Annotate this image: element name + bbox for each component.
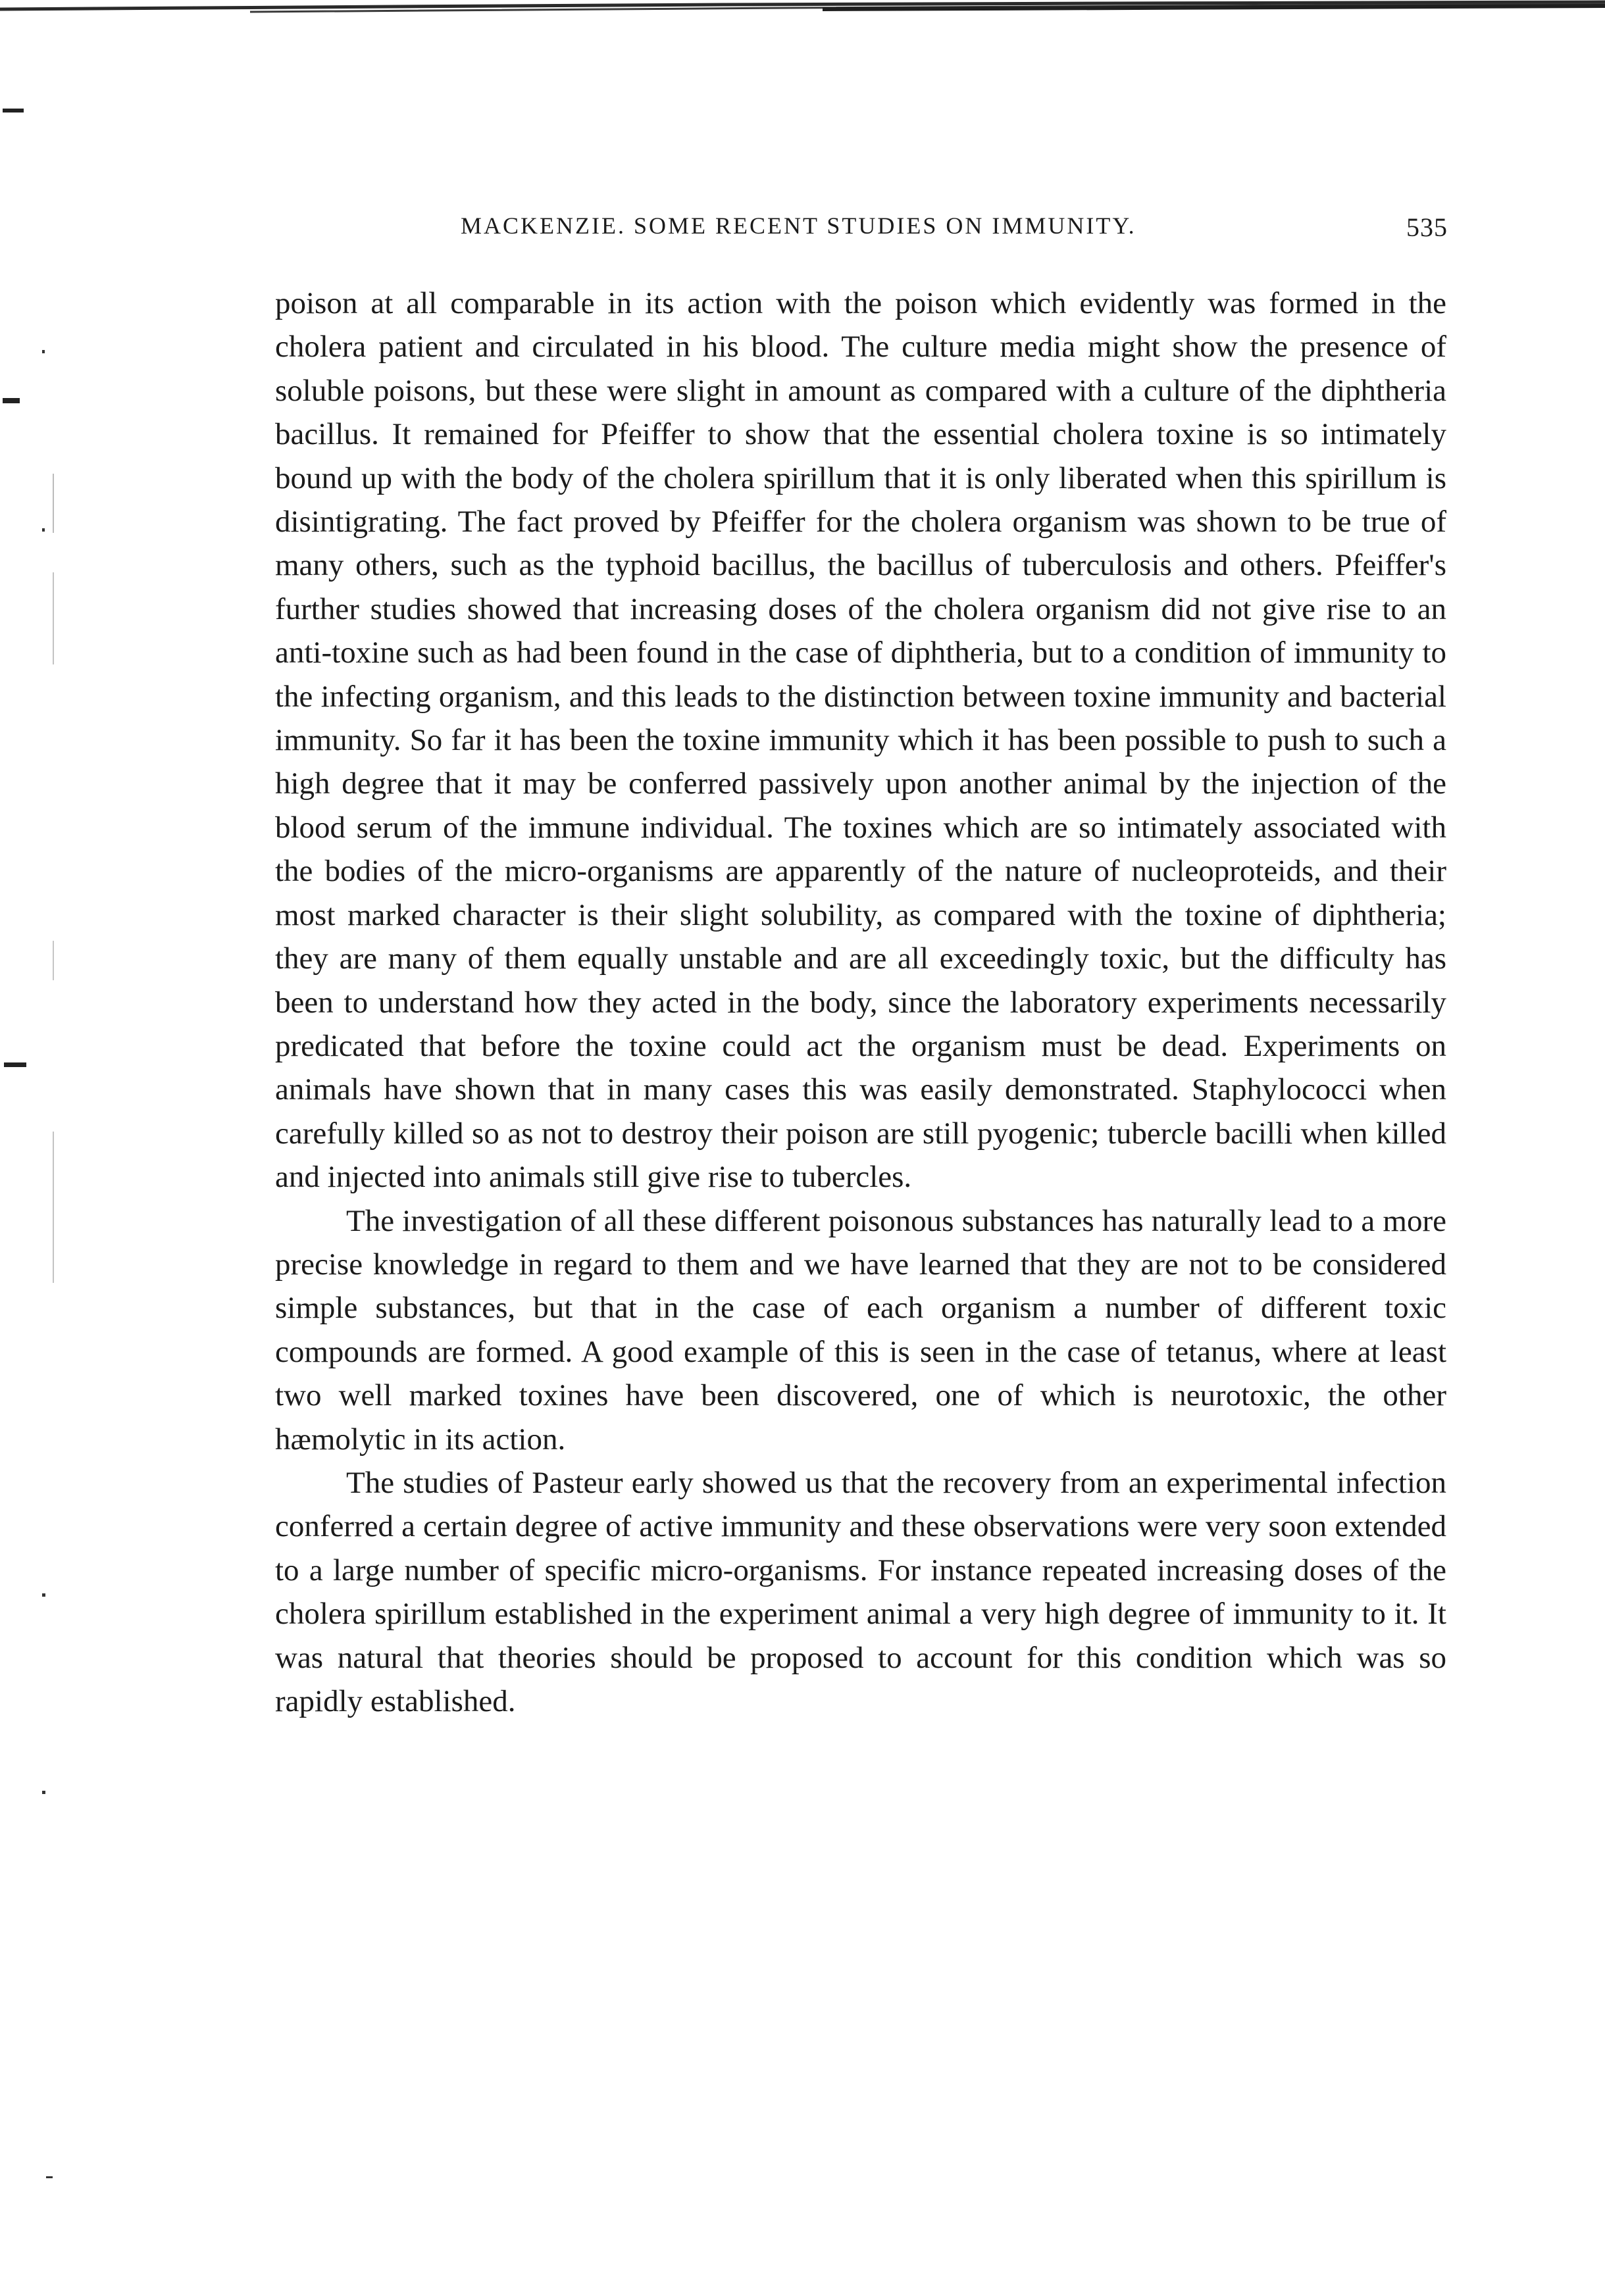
paragraph: The studies of Pasteur early showed us that the recovery from an experimental infection conferred a certain degree of active immunity and these observations were very soon extended to a large number of specific micro-organisms. For instance repeated increasing doses of the cholera spirillum established in the experiment animal a very high degree of immunity to it. It was natural that theories should be proposed to account for this condition which was so rapidly established. xyxy=(275,1465,1446,1718)
paragraph: poison at all comparable in its action with the poison which evidently was formed in the cholera patient and circulated in his blood. The culture media might show the presence of soluble poisons, but these were slight in amount as compared with a culture of the diphtheria bacillus. It remained for Pfeiffer to show that the essential cholera toxine is so intimately bound up with the body of the cholera spirillum that it is only liberated when this spirillum is disintigrating. The fact proved by Pfeiffer for the cholera organism was shown to be true of many others, such as the typhoid bacillus, the bacillus of tuberculosis and others. Pfeiffer's further studies showed that increasing doses of the cholera organism did not give rise to an anti-toxine such as had been found in the case of diphtheria, but to a condition of immunity to the infecting organism, and this leads to the distinction between toxine immunity and bacterial immunity. So far it has been the toxine immunity which it has been possible to push to such a high degree that it may be conferred passively upon another animal by the injection of the blood serum of the immune individual. The toxines which are so intimately associated with the bodies of the micro-organisms are apparently of the nature of nucleoproteids, and their most marked character is their slight solubility, as compared with the toxine of diphtheria; they are many of them equally unstable and are all exceedingly toxic, but the difficulty has been to understand how they acted in the body, since the laboratory experiments necessarily predicated that before the toxine could act the organism must be dead. Experiments on animals have shown that in many cases this was easily demonstrated. Staphylococci when carefully killed so as not to destroy their poison are still pyogenic; tubercle bacilli when killed and injected into animals still give rise to tubercles. xyxy=(275,286,1446,1195)
paragraph: The investigation of all these different poisonous substances has naturally lead to a more precise knowledge in regard to them and we have learned that they are not to be considered simple substances, but that in the case of each organism a number of different toxic compounds are formed. A good example of this is seen in the case of tetanus, where at least two well marked toxines have been discovered, one of which is neurotoxic, the other hæmolytic in its action. xyxy=(275,1203,1446,1457)
page-number: 535 xyxy=(1406,212,1448,242)
body-text xyxy=(275,282,1446,1723)
scan-margin-marks xyxy=(0,0,92,2296)
running-title: MACKENZIE. SOME RECENT STUDIES ON IMMUNITY. xyxy=(461,212,1136,239)
scan-top-rule xyxy=(0,0,1605,14)
running-head xyxy=(461,212,1448,251)
